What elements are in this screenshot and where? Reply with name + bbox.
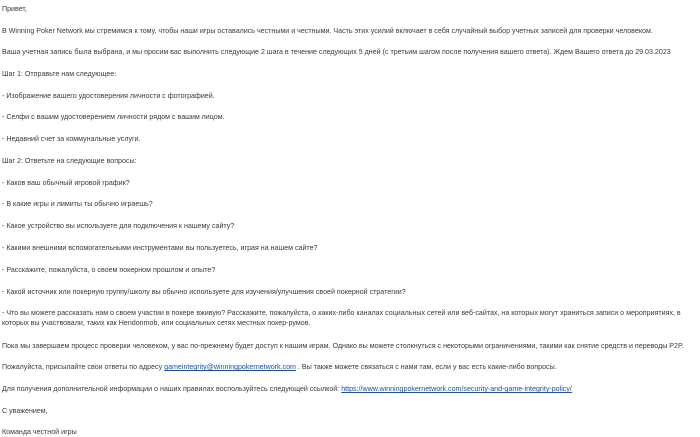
send-prefix: Пожалуйста, присылайте свои ответы по адресу xyxy=(2,363,163,371)
more-info-paragraph xyxy=(2,384,698,394)
access-note: Пока мы завершаем процесс проверки человеком, у вас по-прежнему будет доступ к нашим играм. Однако вы можете столкнуться с некоторыми ограничениями, такими как снятие средств и переводы P2P. xyxy=(2,342,684,350)
step2-question: - Расскажите, пожалуйста, о своем покерном прошлом и опыте? xyxy=(2,266,216,274)
integrity-email-link[interactable]: gameintegrity@winningpokernetwork.com xyxy=(164,363,296,371)
step1-title: Шаг 1: Отправьте нам следующее: xyxy=(2,70,117,78)
step2-question: - Каков ваш обычный игровой график? xyxy=(2,179,130,187)
send-answers-paragraph xyxy=(2,362,698,372)
intro-paragraph: В Winning Poker Network мы стремимся к тому, чтобы наши игры оставались честными и честными. Часть этих усилий включает в себя случайный выбор учетных записей для проверки человеком. xyxy=(2,27,653,35)
step2-question: - Какими внешними вспомогательными инструментами вы пользуетесь, играя на нашем сайте? xyxy=(2,244,318,252)
step1-item: - Изображение вашего удостоверения личности с фотографией. xyxy=(2,92,215,100)
step2-question: - Что вы можете рассказать нам о своем участии в покере вживую? Расскажите, пожалуйста, о каких-либо каналах социальных сетей или веб-сайтах, на которых могут храниться записи о мероприятиях, в которых вы участвовали, таких как Hendonmob, или социальных сетях местных покер-румов. xyxy=(2,309,681,327)
signature: Команда честной игры xyxy=(2,428,77,436)
step2-question: - В какие игры и лимиты ты обычно играешь? xyxy=(2,200,153,208)
closing: С уважением, xyxy=(2,407,48,415)
policy-link[interactable]: https://www.winningpokernetwork.com/security-and-game-integrity-policy/ xyxy=(341,385,572,393)
step2-title: Шаг 2: Ответьте на следующие вопросы: xyxy=(2,157,137,165)
send-suffix: . Вы также можете связаться с нами там, если у вас есть какие-либо вопросы. xyxy=(297,363,557,371)
greeting: Привет, xyxy=(2,5,27,13)
step1-item: - Недавний счет за коммунальные услуги. xyxy=(2,135,141,143)
step2-question: - Какое устройство вы используете для подключения к нашему сайту? xyxy=(2,222,235,230)
step2-question: - Какой источник или покерную группу/школу вы обычно используете для изучения/улучшения своей покерной стратегии? xyxy=(2,288,406,296)
selection-paragraph: Ваша учетная запись была выбрана, и мы просим вас выполнить следующие 2 шага в течение следующих 5 дней (с третьим шагом после получения вашего ответа). Ждем Вашего ответа до 29.03.2023 xyxy=(2,48,671,56)
step1-item: - Селфи с вашим удостоверением личности рядом с вашим лицом. xyxy=(2,113,225,121)
info-prefix: Для получения дополнительной информации о наших правилах воспользуйтесь следующей ссылкой: xyxy=(2,385,340,393)
